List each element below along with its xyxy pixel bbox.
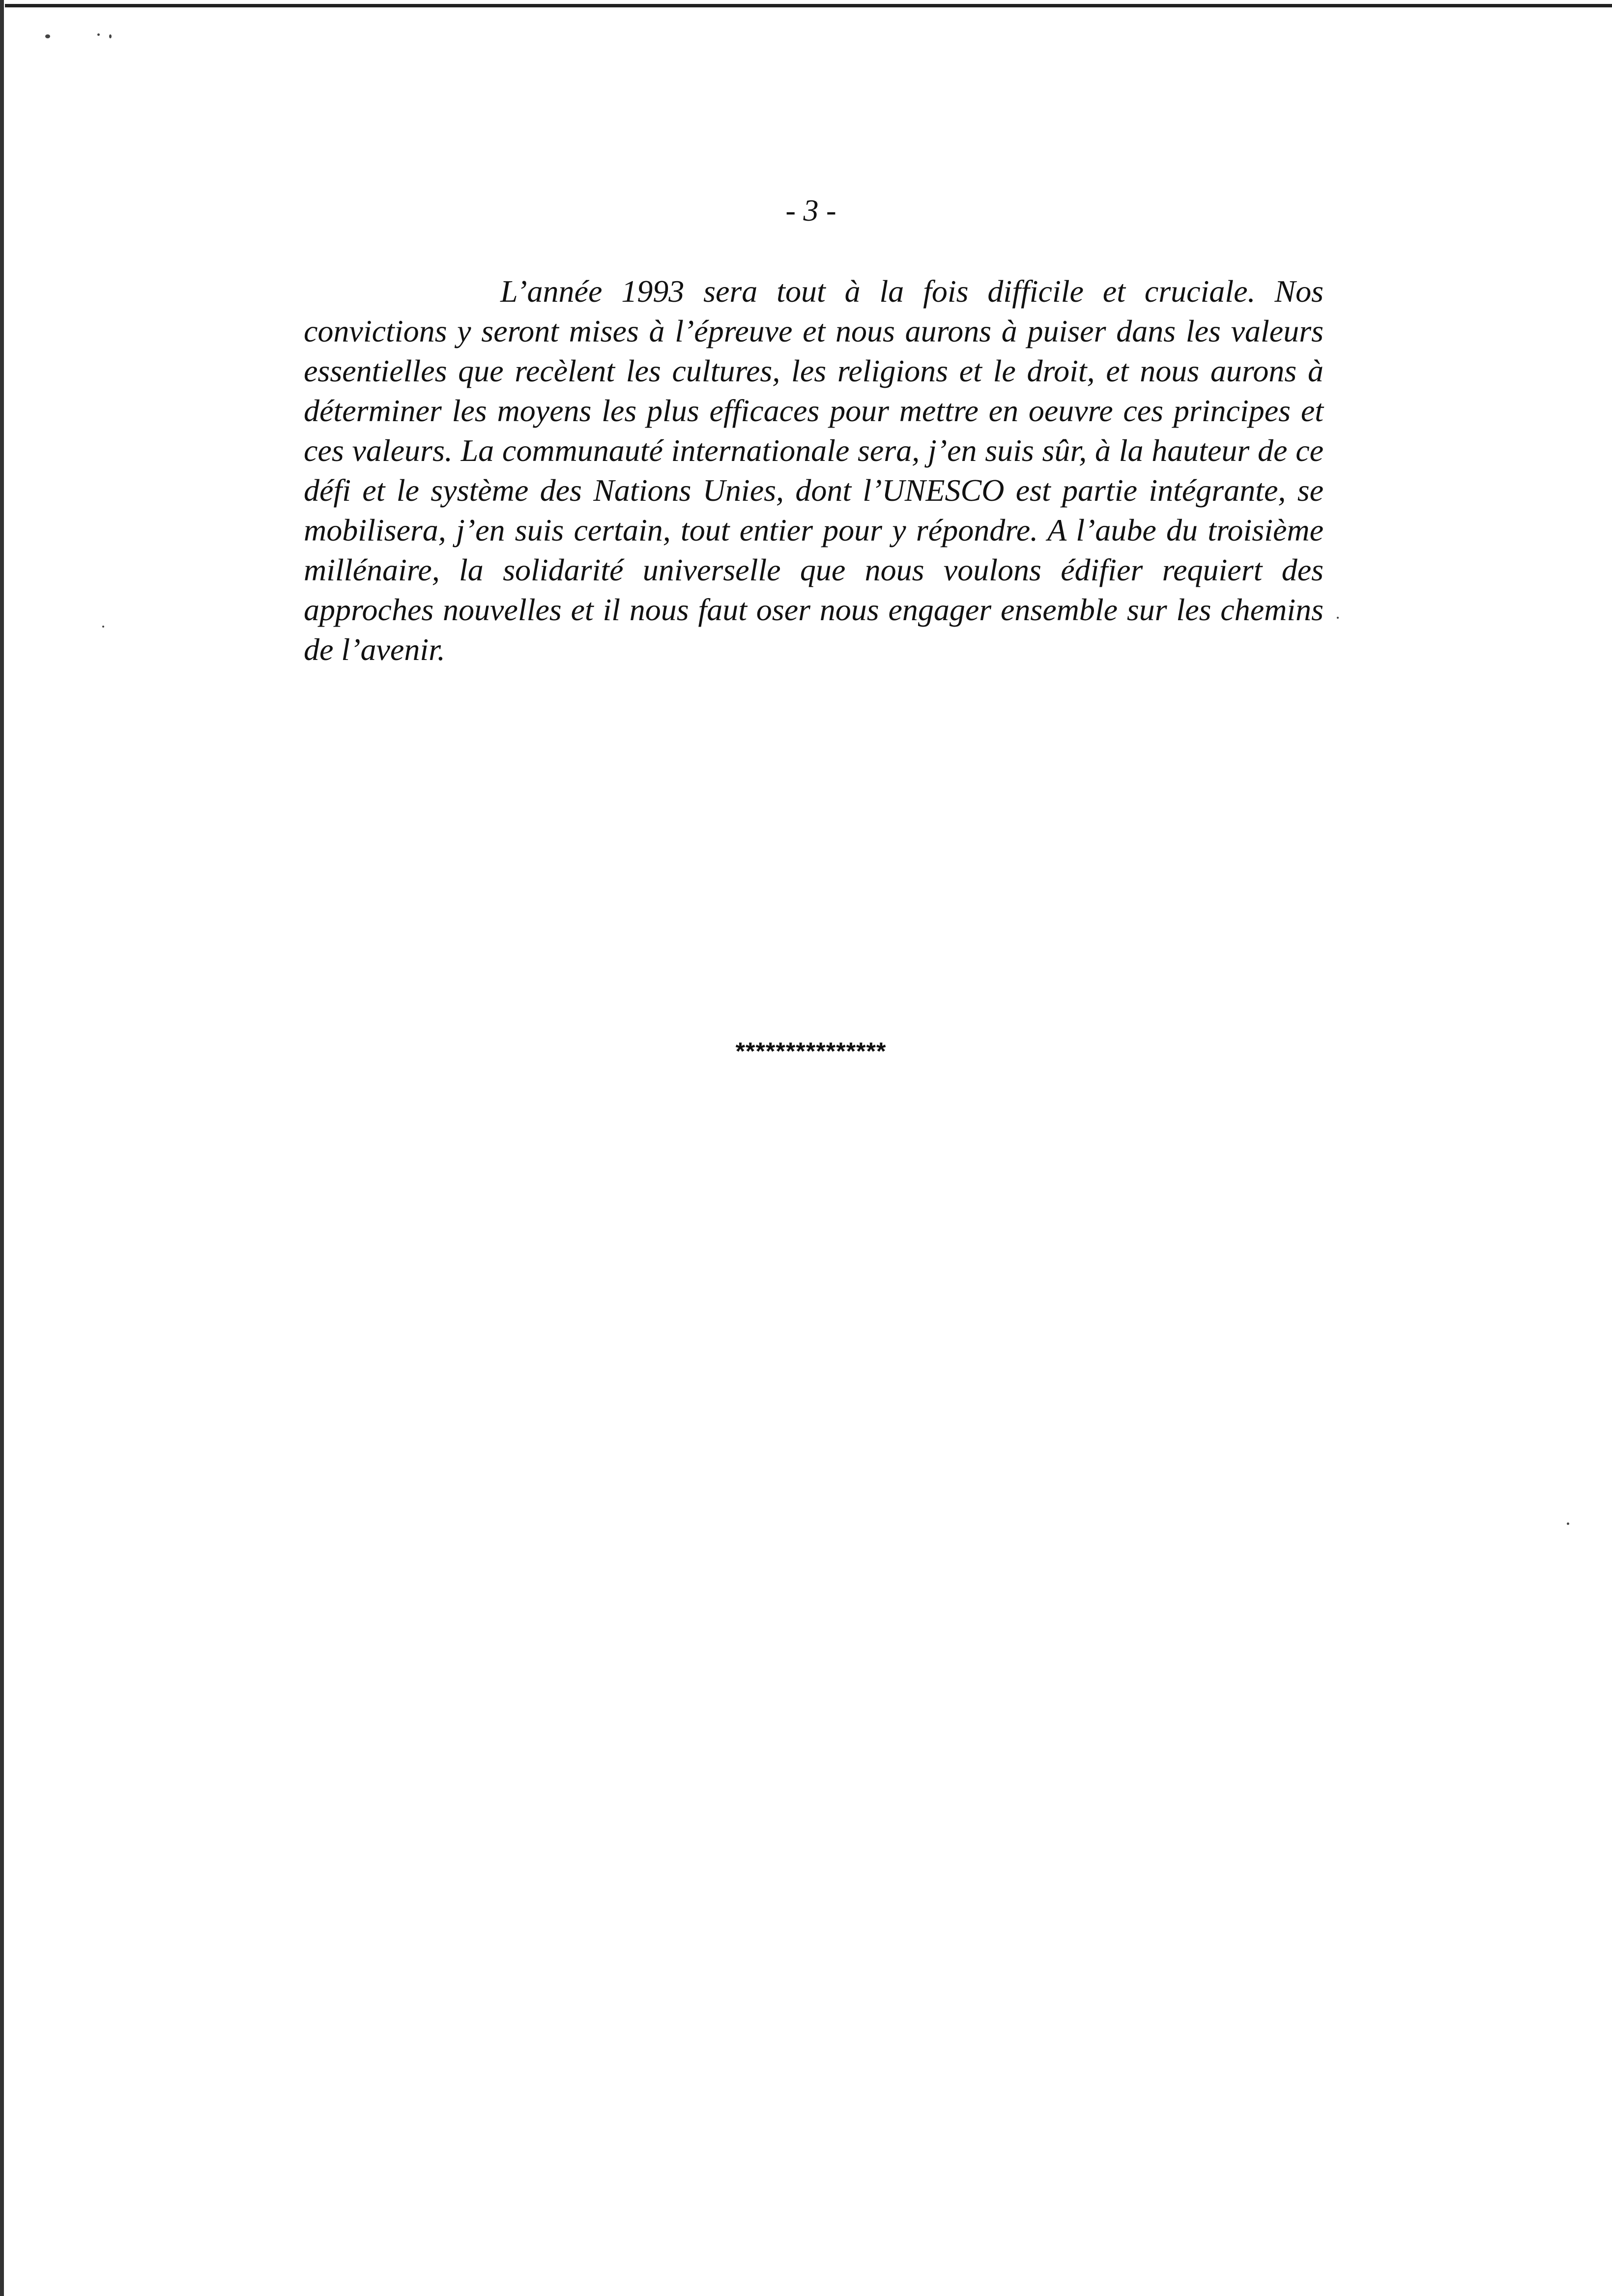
page-number: - 3 - [785, 194, 836, 228]
scan-speck [97, 33, 100, 36]
scan-speck [109, 34, 112, 38]
asterisk-separator: *************** [735, 1037, 887, 1065]
scan-speck [102, 626, 104, 628]
scan-top-rule [5, 4, 1612, 7]
scan-left-border [0, 0, 4, 2296]
scan-speck [45, 34, 50, 38]
body-paragraph: L’année 1993 sera tout à la fois difficile et cruciale. Nos convictions y seront mises à l’épreuve et nous aurons à puiser dans les valeurs essentielles que recèlent les cultures, les religions et le droit, et nous aurons à déterminer les moyens les plus efficaces pour mettre en oeuvre ces principes et ces valeurs. La communauté internationale sera, j’en suis sûr, à la hauteur de ce défi et le système des Nations Unies, dont l’UNESCO est partie intégrante, se mobilisera, j’en suis certain, tout entier pour y répondre. A l’aube du troisième millénaire, la solidarité universelle que nous voulons édifier requiert des approches nouvelles et il nous faut oser nous engager ensemble sur les chemins de l’avenir. [304, 274, 1324, 667]
scan-speck [1337, 617, 1339, 619]
scan-speck [1567, 1522, 1569, 1525]
